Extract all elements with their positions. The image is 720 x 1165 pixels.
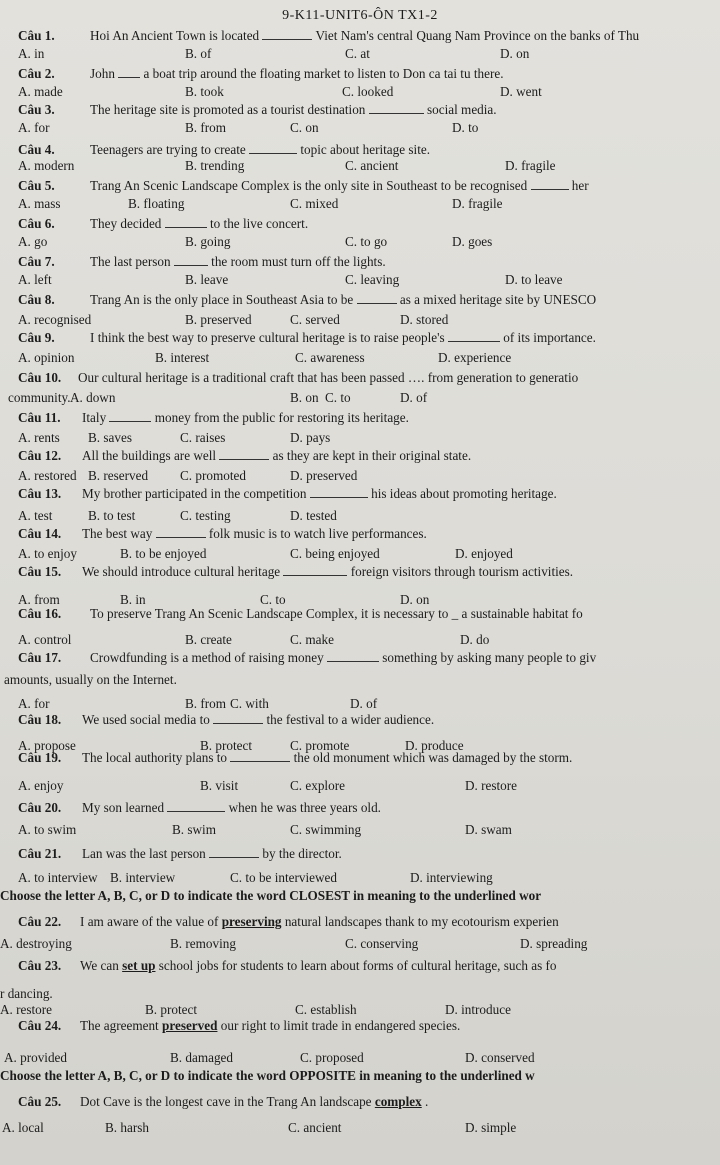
question-3-option-d: D. to xyxy=(452,120,479,135)
question-label: Câu 1. xyxy=(18,28,55,43)
question-17-option-d: D. of xyxy=(350,696,378,711)
question-25-option-a: A. local xyxy=(2,1120,44,1135)
question-2-option-a: A. made xyxy=(18,84,63,99)
answer-blank xyxy=(156,526,206,538)
question-19-option-c: C. explore xyxy=(290,778,345,793)
question-label: Câu 15. xyxy=(18,564,62,579)
question-23-stem xyxy=(18,958,557,974)
question-text: All the buildings are well xyxy=(82,448,220,463)
question-22-option-a: A. destroying xyxy=(0,936,72,951)
answer-blank xyxy=(369,102,424,114)
question-22-option-c: C. conserving xyxy=(345,936,419,951)
question-text-after: a boat trip around the floating market to listen to Don ca tai tu there. xyxy=(143,66,504,81)
question-16-option-d: D. do xyxy=(460,632,490,647)
question-6-option-c: C. to go xyxy=(345,234,388,249)
question-8-option-d: D. stored xyxy=(400,312,449,327)
question-9-option-b: B. interest xyxy=(155,350,210,365)
question-1-option-d: D. on xyxy=(500,46,530,61)
question-11-option-c: C. raises xyxy=(180,430,226,445)
question-15-stem xyxy=(18,564,573,580)
question-22-option-b: B. removing xyxy=(170,936,236,951)
question-text: Trang An Scenic Landscape Complex is the only site in Southeast to be recognised xyxy=(90,178,531,193)
answer-blank xyxy=(165,216,207,228)
question-1-option-c: C. at xyxy=(345,46,370,61)
question-text-after: when he was three years old. xyxy=(228,800,381,815)
question-text-after: the old monument which was damaged by the storm. xyxy=(293,750,573,765)
question-text-after: topic about heritage site. xyxy=(300,142,431,157)
question-10-stem xyxy=(18,370,578,386)
question-18-stem xyxy=(18,712,434,728)
question-15-option-c: C. to xyxy=(260,592,286,607)
question-label: Câu 3. xyxy=(18,102,55,117)
question-text: I am aware of the value of xyxy=(80,914,222,929)
question-13-option-d: D. tested xyxy=(290,508,337,523)
question-text: My son learned xyxy=(82,800,168,815)
question-text: The best way xyxy=(82,526,156,541)
question-text: Hoi An Ancient Town is located xyxy=(90,28,263,43)
question-10-option-c: C. to xyxy=(325,390,351,405)
question-text-after: school jobs for students to learn about forms of cultural heritage, such as fo xyxy=(158,958,557,973)
question-text: The last person xyxy=(90,254,174,269)
question-23-continuation: r dancing. xyxy=(0,986,53,1001)
question-text-after: social media. xyxy=(427,102,497,117)
question-22-stem xyxy=(18,914,559,930)
question-4-option-b: B. trending xyxy=(185,158,245,173)
question-15-option-d: D. on xyxy=(400,592,430,607)
question-18-option-b: B. protect xyxy=(200,738,253,753)
question-17-option-c: C. with xyxy=(230,696,269,711)
question-1-stem xyxy=(18,28,639,44)
question-text-after: our right to limit trade in endangered species. xyxy=(220,1018,461,1033)
question-25-option-b: B. harsh xyxy=(105,1120,149,1135)
question-14-stem xyxy=(18,526,427,542)
question-text: To preserve Trang An Scenic Landscape Complex, it is necessary to _ a sustainable habitat fo xyxy=(90,606,583,621)
question-5-option-a: A. mass xyxy=(18,196,61,211)
question-label: Câu 9. xyxy=(18,330,55,345)
answer-blank xyxy=(531,178,569,190)
question-text: Our cultural heritage is a traditional craft that has been passed …. from generation to generatio xyxy=(78,370,579,385)
question-label: Câu 25. xyxy=(18,1094,62,1109)
question-text-after: money from the public for restoring its heritage. xyxy=(154,410,409,425)
question-10-option-a: A. down xyxy=(70,390,116,405)
question-text: The local authority plans to xyxy=(82,750,231,765)
question-20-option-b: B. swim xyxy=(172,822,216,837)
question-17-stem xyxy=(18,650,596,666)
question-text-after: . xyxy=(425,1094,429,1109)
underlined-word: preserved xyxy=(162,1018,218,1033)
answer-blank xyxy=(219,448,269,460)
answer-blank xyxy=(118,66,140,78)
question-10-option-b: B. on xyxy=(290,390,319,405)
question-4-option-a: A. modern xyxy=(18,158,75,173)
question-21-option-b: B. interview xyxy=(110,870,176,885)
question-label: Câu 5. xyxy=(18,178,55,193)
question-9-stem xyxy=(18,330,596,346)
question-20-option-d: D. swam xyxy=(465,822,512,837)
question-21-option-c: C. to be interviewed xyxy=(230,870,337,885)
question-19-option-b: B. visit xyxy=(200,778,239,793)
question-11-stem xyxy=(18,410,409,426)
question-text: Italy xyxy=(82,410,110,425)
question-8-stem xyxy=(18,292,596,308)
question-label: Câu 22. xyxy=(18,914,62,929)
question-5-option-c: C. mixed xyxy=(290,196,339,211)
question-label: Câu 18. xyxy=(18,712,62,727)
question-24-option-b: B. damaged xyxy=(170,1050,233,1065)
question-text-after: as they are kept in their original state. xyxy=(272,448,472,463)
question-20-option-c: C. swimming xyxy=(290,822,362,837)
question-21-stem xyxy=(18,846,342,862)
question-9-option-a: A. opinion xyxy=(18,350,75,365)
answer-blank xyxy=(167,800,225,812)
answer-blank xyxy=(327,650,379,662)
question-text-after: of its importance. xyxy=(503,330,596,345)
question-21-option-a: A. to interview xyxy=(18,870,98,885)
question-3-option-a: A. for xyxy=(18,120,50,135)
question-text: We can xyxy=(80,958,123,973)
question-7-option-c: C. leaving xyxy=(345,272,400,287)
question-8-option-c: C. served xyxy=(290,312,340,327)
question-16-stem xyxy=(18,606,583,622)
question-13-option-c: C. testing xyxy=(180,508,231,523)
answer-blank xyxy=(262,28,312,40)
question-label: Câu 6. xyxy=(18,216,55,231)
answer-blank xyxy=(448,330,500,342)
question-label: Câu 2. xyxy=(18,66,55,81)
question-24-option-c: C. proposed xyxy=(300,1050,364,1065)
question-21-option-d: D. interviewing xyxy=(410,870,493,885)
question-label: Câu 24. xyxy=(18,1018,62,1033)
answer-blank xyxy=(230,750,290,762)
question-text-after: by the director. xyxy=(262,846,342,861)
answer-blank xyxy=(310,486,368,498)
question-2-option-d: D. went xyxy=(500,84,542,99)
instruction-closest: Choose the letter A, B, C, or D to indicate the word CLOSEST in meaning to the underlined wor xyxy=(0,888,542,903)
answer-blank xyxy=(283,564,347,576)
answer-blank xyxy=(209,846,259,858)
question-24-option-d: D. conserved xyxy=(465,1050,535,1065)
question-text-after: to the live concert. xyxy=(210,216,309,231)
question-18-option-c: C. promote xyxy=(290,738,350,753)
question-11-option-d: D. pays xyxy=(290,430,331,445)
question-19-stem xyxy=(18,750,572,766)
question-15-option-a: A. from xyxy=(18,592,60,607)
question-label: Câu 10. xyxy=(18,370,62,385)
question-4-option-c: C. ancient xyxy=(345,158,399,173)
question-23-option-b: B. protect xyxy=(145,1002,198,1017)
question-text-after: folk music is to watch live performances. xyxy=(208,526,427,541)
question-9-option-d: D. experience xyxy=(438,350,512,365)
question-text: John xyxy=(90,66,119,81)
question-label: Câu 12. xyxy=(18,448,62,463)
question-11-option-a: A. rents xyxy=(18,430,60,445)
question-7-option-a: A. left xyxy=(18,272,52,287)
question-7-option-d: D. to leave xyxy=(505,272,563,287)
question-text: Dot Cave is the longest cave in the Trang An landscape xyxy=(80,1094,375,1109)
question-text-after: her xyxy=(571,178,589,193)
question-5-option-b: B. floating xyxy=(128,196,185,211)
question-25-option-d: D. simple xyxy=(465,1120,517,1135)
question-8-option-a: A. recognised xyxy=(18,312,92,327)
question-label: Câu 17. xyxy=(18,650,62,665)
worksheet-title: 9-K11-UNIT6-ÔN TX1-2 xyxy=(282,8,438,23)
question-16-option-c: C. make xyxy=(290,632,334,647)
question-text-after: natural landscapes thank to my ecotourism experien xyxy=(284,914,559,929)
question-20-option-a: A. to swim xyxy=(18,822,77,837)
question-label: Câu 21. xyxy=(18,846,62,861)
question-14-option-d: D. enjoyed xyxy=(455,546,513,561)
question-label: Câu 13. xyxy=(18,486,62,501)
question-13-option-a: A. test xyxy=(18,508,53,523)
question-text: They decided xyxy=(90,216,165,231)
question-label: Câu 20. xyxy=(18,800,62,815)
question-18-option-d: D. produce xyxy=(405,738,464,753)
question-text: Teenagers are trying to create xyxy=(90,142,250,157)
question-12-option-b: B. reserved xyxy=(88,468,149,483)
answer-blank xyxy=(109,410,151,422)
question-15-option-b: B. in xyxy=(120,592,146,607)
answer-blank xyxy=(357,292,397,304)
question-text: I think the best way to preserve cultural heritage is to raise people's xyxy=(90,330,448,345)
question-12-stem xyxy=(18,448,471,464)
instruction-opposite: Choose the letter A, B, C, or D to indicate the word OPPOSITE in meaning to the underlined w xyxy=(0,1068,535,1083)
question-3-stem xyxy=(18,102,497,118)
question-17-option-a: A. for xyxy=(18,696,50,711)
question-label: Câu 4. xyxy=(18,142,55,157)
question-4-stem xyxy=(18,142,430,158)
question-label: Câu 8. xyxy=(18,292,55,307)
question-12-option-d: D. preserved xyxy=(290,468,358,483)
question-12-option-a: A. restored xyxy=(18,468,77,483)
question-13-option-b: B. to test xyxy=(88,508,136,523)
question-16-option-a: A. control xyxy=(18,632,72,647)
question-2-option-b: B. took xyxy=(185,84,224,99)
question-3-option-c: C. on xyxy=(290,120,319,135)
question-19-option-d: D. restore xyxy=(465,778,517,793)
question-9-option-c: C. awareness xyxy=(295,350,365,365)
question-2-option-c: C. looked xyxy=(342,84,394,99)
question-4-option-d: D. fragile xyxy=(505,158,556,173)
underlined-word: complex xyxy=(374,1094,422,1109)
question-12-option-c: C. promoted xyxy=(180,468,246,483)
question-24-option-a: A. provided xyxy=(4,1050,67,1065)
question-23-option-d: D. introduce xyxy=(445,1002,511,1017)
question-text-after: something by asking many people to giv xyxy=(382,650,597,665)
question-6-option-b: B. going xyxy=(185,234,231,249)
underlined-word: set up xyxy=(122,958,156,973)
answer-blank xyxy=(174,254,208,266)
question-14-option-a: A. to enjoy xyxy=(18,546,77,561)
question-text: Trang An is the only place in Southeast Asia to be xyxy=(90,292,357,307)
question-25-stem xyxy=(18,1094,428,1110)
question-22-option-d: D. spreading xyxy=(520,936,588,951)
question-6-option-a: A. go xyxy=(18,234,48,249)
question-20-stem xyxy=(18,800,381,816)
question-text: We should introduce cultural heritage xyxy=(82,564,284,579)
question-label: Câu 16. xyxy=(18,606,62,621)
question-text: Crowdfunding is a method of raising money xyxy=(90,650,327,665)
question-23-option-c: C. establish xyxy=(295,1002,357,1017)
question-14-option-c: C. being enjoyed xyxy=(290,546,380,561)
question-23-option-a: A. restore xyxy=(0,1002,52,1017)
question-13-stem xyxy=(18,486,557,502)
question-text-after: his ideas about promoting heritage. xyxy=(371,486,557,501)
question-text-after: the festival to a wider audience. xyxy=(266,712,435,727)
question-17-continuation: amounts, usually on the Internet. xyxy=(4,672,177,687)
question-text-after: Viet Nam's central Quang Nam Province on the banks of Thu xyxy=(315,28,640,43)
question-label: Câu 7. xyxy=(18,254,55,269)
question-14-option-b: B. to be enjoyed xyxy=(120,546,207,561)
question-1-option-a: A. in xyxy=(18,46,45,61)
question-6-stem xyxy=(18,216,308,232)
question-5-option-d: D. fragile xyxy=(452,196,503,211)
question-text: We used social media to xyxy=(82,712,214,727)
answer-blank xyxy=(213,712,263,724)
question-2-stem xyxy=(18,66,504,82)
question-5-stem xyxy=(18,178,589,194)
question-text-after: the room must turn off the lights. xyxy=(211,254,386,269)
question-19-option-a: A. enjoy xyxy=(18,778,64,793)
question-7-stem xyxy=(18,254,386,270)
question-17-option-b: B. from xyxy=(185,696,227,711)
question-label: Câu 23. xyxy=(18,958,62,973)
question-label: Câu 19. xyxy=(18,750,62,765)
question-text: My brother participated in the competition xyxy=(82,486,310,501)
question-text-after: as a mixed heritage site by UNESCO xyxy=(399,292,597,307)
question-11-option-b: B. saves xyxy=(88,430,132,445)
question-16-option-b: B. create xyxy=(185,632,232,647)
question-text: The heritage site is promoted as a tourist destination xyxy=(90,102,369,117)
answer-blank xyxy=(249,142,297,154)
question-1-option-b: B. of xyxy=(185,46,212,61)
question-18-option-a: A. propose xyxy=(18,738,76,753)
question-10-continuation: community. xyxy=(8,390,71,405)
question-25-option-c: C. ancient xyxy=(288,1120,342,1135)
question-label: Câu 11. xyxy=(18,410,61,425)
question-text: Lan was the last person xyxy=(82,846,210,861)
question-8-option-b: B. preserved xyxy=(185,312,252,327)
question-3-option-b: B. from xyxy=(185,120,227,135)
question-24-stem xyxy=(18,1018,460,1034)
question-text-after: foreign visitors through tourism activities. xyxy=(350,564,574,579)
underlined-word: preserving xyxy=(221,914,282,929)
question-7-option-b: B. leave xyxy=(185,272,229,287)
question-6-option-d: D. goes xyxy=(452,234,493,249)
question-text: The agreement xyxy=(80,1018,163,1033)
question-label: Câu 14. xyxy=(18,526,62,541)
question-10-option-d: D. of xyxy=(400,390,428,405)
